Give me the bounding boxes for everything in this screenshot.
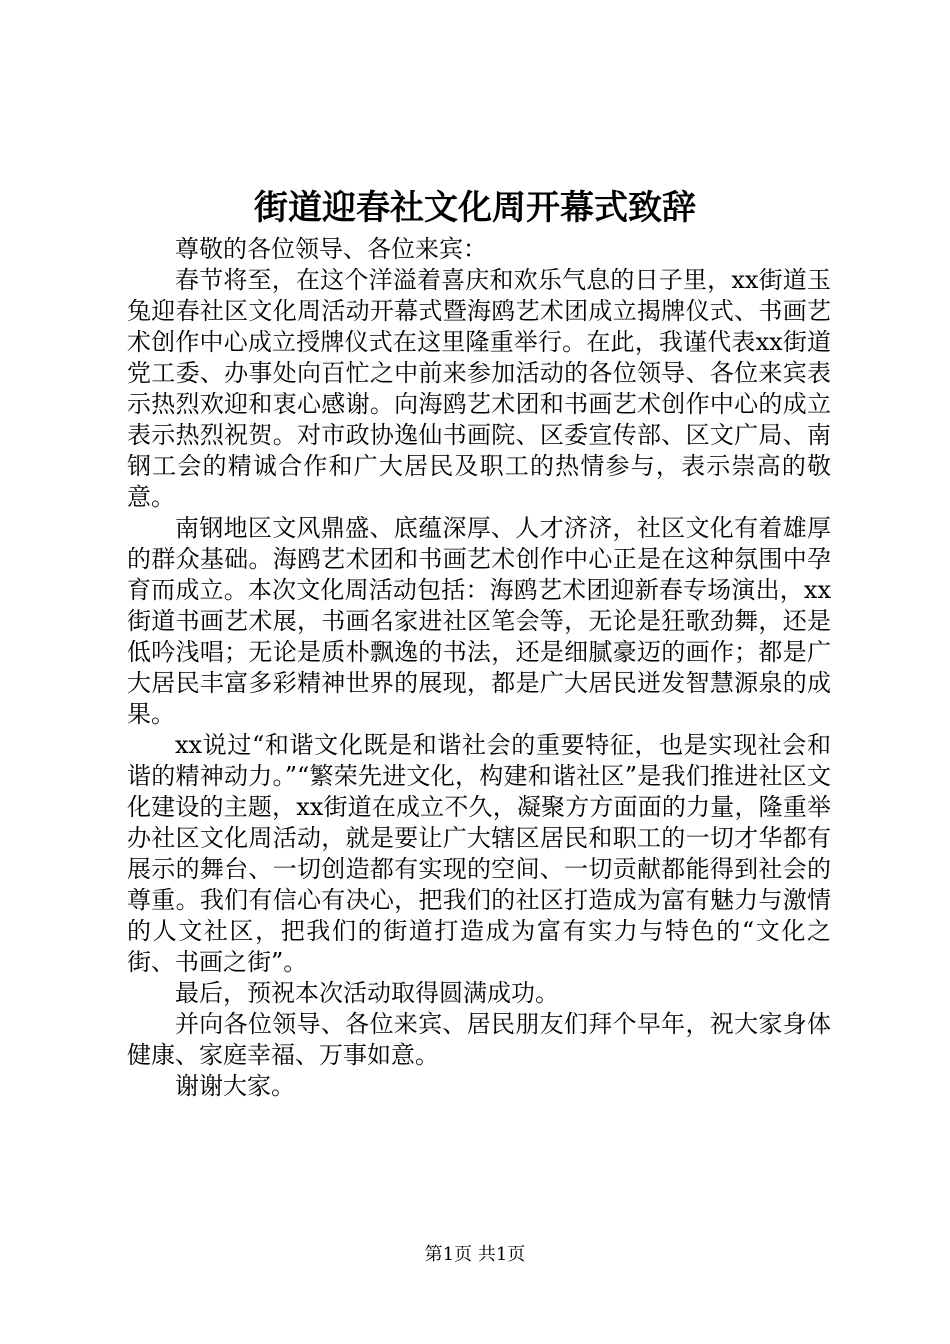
page-footer: 第1页 共1页 xyxy=(424,1244,526,1265)
body-paragraph: xx说过“和谐文化既是和谐社会的重要特征，也是实现社会和谐的精神动力。”“繁荣先进文化，构建和谐社区”是我们推进社区文化建设的主题，xx街道在成立不久，凝聚方方面面的力量，隆重举办社区文化周活动，就是要让广大辖区居民和职工的一切才华都有展示的舞台、一切创造都有实现的空间、一切贡献都能得到社会的尊重。我们有信心有决心，把我们的社区打造成为富有魅力与激情的人文社区，把我们的街道打造成为富有实力与特色的“文化之街、书画之街”。 xyxy=(127,731,831,976)
body-paragraph: 并向各位领导、各位来宾、居民朋友们拜个早年，祝大家身体健康、家庭幸福、万事如意。 xyxy=(127,1010,831,1069)
document-body xyxy=(127,234,831,1102)
salutation-paragraph: 尊敬的各位领导、各位来宾： xyxy=(175,235,487,263)
body-paragraph: 南钢地区文风鼎盛、底蕴深厚、人才济济，社区文化有着雄厚的群众基础。海鸥艺术团和书画艺术创作中心正是在这种氛围中孕育而成立。本次文化周活动包括：海鸥艺术团迎新春专场演出，xx街道书画艺术展，书画名家进社区笔会等，无论是狂歌劲舞，还是低吟浅唱；无论是质朴飘逸的书法，还是细腻豪迈的画作；都是广大居民丰富多彩精神世界的展现，都是广大居民迸发智慧源泉的成果。 xyxy=(127,514,831,728)
body-paragraph: 春节将至，在这个洋溢着喜庆和欢乐气息的日子里，xx街道玉兔迎春社区文化周活动开幕式暨海鸥艺术团成立揭牌仪式、书画艺术创作中心成立授牌仪式在这里隆重举行。在此，我谨代表xx街道党工委、办事处向百忙之中前来参加活动的各位领导、各位来宾表示热烈欢迎和衷心感谢。向海鸥艺术团和书画艺术创作中心的成立表示热烈祝贺。对市政协逸仙书画院、区委宣传部、区文广局、南钢工会的精诚合作和广大居民及职工的热情参与，表示崇高的敬意。 xyxy=(127,266,831,511)
document-title: 街道迎春社文化周开幕式致辞 xyxy=(254,188,696,228)
closing-paragraph: 谢谢大家。 xyxy=(175,1072,295,1100)
body-paragraph: 最后，预祝本次活动取得圆满成功。 xyxy=(175,979,559,1007)
